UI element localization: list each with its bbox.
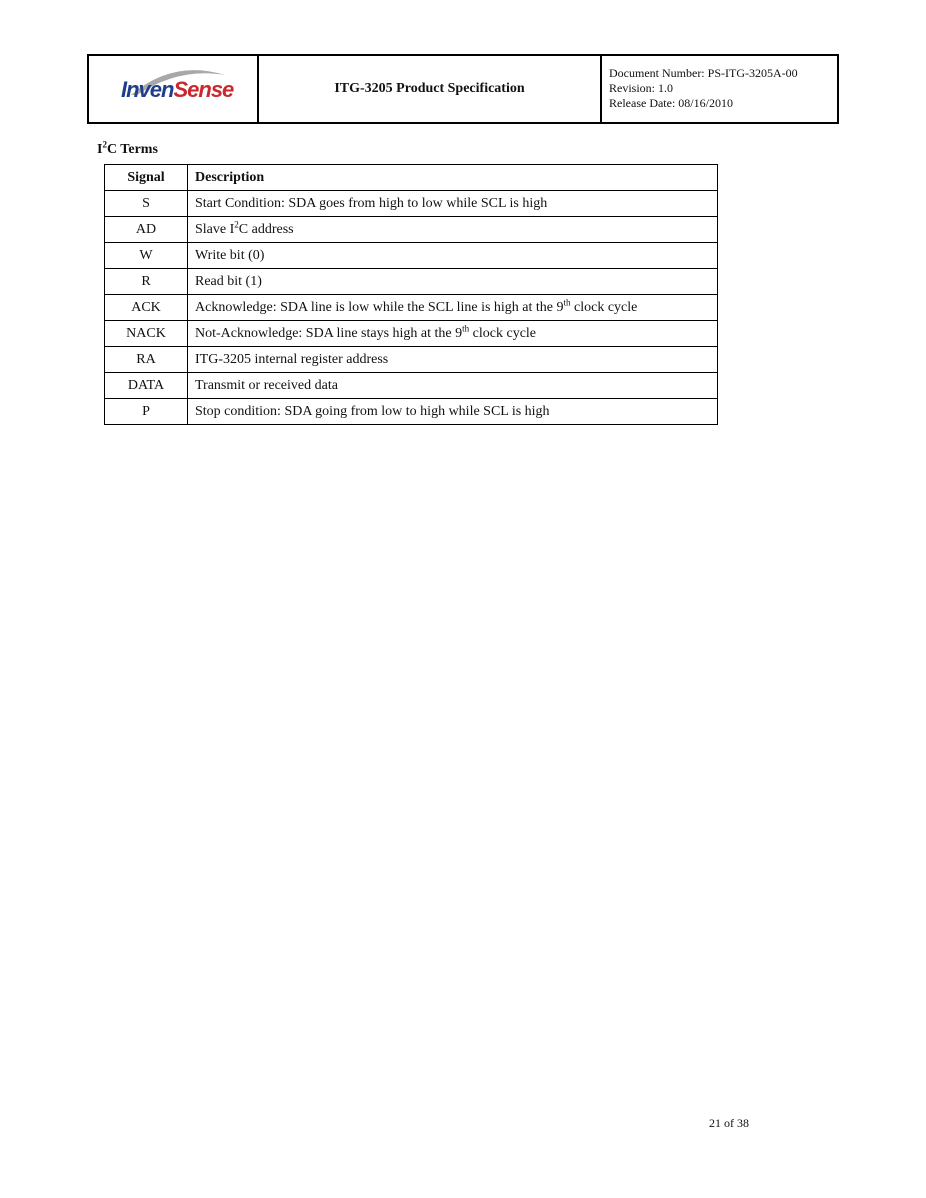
page-number: 21 of 38: [709, 1116, 749, 1130]
desc-text: ITG-3205 internal register address: [195, 351, 389, 367]
signal-cell: NACK: [105, 321, 188, 347]
description-cell: [188, 269, 718, 295]
description-cell: [188, 243, 718, 269]
release-date: Release Date: 08/16/2010: [609, 96, 733, 110]
logo-text-inven: Inven: [121, 77, 174, 102]
logo-text-sense: Sense: [173, 77, 234, 102]
document-title: ITG-3205 Product Specification: [259, 56, 602, 122]
section-title-post: C Terms: [106, 142, 158, 157]
desc-text: Start Condition: SDA goes from high to low while SCL is high: [195, 195, 548, 211]
desc-text-post: clock cycle: [570, 299, 638, 315]
desc-text-post: clock cycle: [469, 325, 537, 341]
signal-cell: AD: [105, 217, 188, 243]
section-title-pre: I: [97, 142, 103, 157]
description-cell: [188, 217, 718, 243]
document-number: Document Number: PS-ITG-3205A-00: [609, 66, 798, 80]
logo-cell: [89, 56, 259, 122]
header-description: Description: [188, 165, 718, 191]
desc-text: Not-Acknowledge: SDA line stays high at the 9: [195, 325, 463, 341]
desc-text: Read bit (1): [195, 273, 262, 289]
table-row: [105, 295, 718, 321]
description-cell: [188, 347, 718, 373]
document-revision: Revision: 1.0: [609, 81, 674, 95]
table-row: [105, 191, 718, 217]
document-header: [87, 54, 839, 124]
desc-text: Transmit or received data: [195, 377, 338, 393]
desc-text: Stop condition: SDA going from low to high while SCL is high: [195, 403, 550, 419]
header-signal: Signal: [105, 165, 188, 191]
description-cell: [188, 295, 718, 321]
table-row: [105, 269, 718, 295]
description-cell: [188, 399, 718, 425]
signal-cell: R: [105, 269, 188, 295]
logo-text: [121, 77, 233, 103]
table-row: [105, 373, 718, 399]
document-info: [602, 56, 837, 122]
description-cell: [188, 373, 718, 399]
description-cell: [188, 321, 718, 347]
desc-text-post: C address: [238, 221, 294, 237]
section-title: [97, 139, 158, 158]
signal-cell: W: [105, 243, 188, 269]
desc-text: Acknowledge: SDA line is low while the SCL line is high at the 9: [195, 299, 564, 315]
table-row: [105, 217, 718, 243]
signal-cell: S: [105, 191, 188, 217]
invensense-logo: [113, 71, 233, 107]
description-cell: [188, 191, 718, 217]
section-title-sup: 2: [102, 139, 107, 150]
table-row: [105, 399, 718, 425]
desc-sup: 2: [234, 218, 239, 229]
i2c-terms-table: [104, 164, 718, 425]
desc-text: Write bit (0): [195, 247, 265, 263]
desc-text: Slave I: [195, 221, 235, 237]
table-row: [105, 321, 718, 347]
table-row: [105, 243, 718, 269]
signal-cell: DATA: [105, 373, 188, 399]
signal-cell: RA: [105, 347, 188, 373]
table-row: [105, 347, 718, 373]
signal-cell: ACK: [105, 295, 188, 321]
table-header-row: [105, 165, 718, 191]
desc-sup: th: [563, 296, 571, 307]
desc-sup: th: [462, 322, 470, 333]
signal-cell: P: [105, 399, 188, 425]
